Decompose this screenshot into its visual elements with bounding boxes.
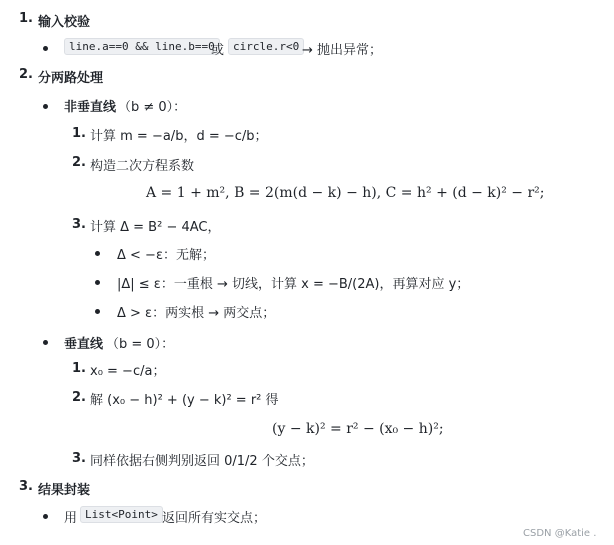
- quadratic-coefficients-text: 构造二次方程系数: [90, 159, 195, 174]
- bullet-dot: [95, 280, 100, 285]
- or-text: 或: [211, 43, 225, 58]
- section-2-number: 2.: [19, 67, 33, 82]
- step-number: 1.: [72, 361, 86, 376]
- discriminant-text: 计算 Δ = B² − 4AC，: [90, 220, 221, 235]
- bullet-dot: [43, 340, 48, 345]
- case-tangent: |Δ| ≤ ε：一重根 → 切线，计算 x = −B/(2A)，再算对应 y；: [117, 277, 470, 292]
- section-2-title: 分两路处理: [38, 71, 104, 86]
- bullet-dot: [43, 104, 48, 109]
- section-3-number: 3.: [19, 479, 33, 494]
- bullet-dot: [95, 251, 100, 256]
- watermark: CSDN @Katie .: [523, 528, 597, 539]
- code-list-point: List<Point>: [80, 506, 163, 523]
- non-vertical-condition: （b ≠ 0）：: [118, 100, 187, 115]
- step-number: 2.: [72, 390, 86, 405]
- step-number: 3.: [72, 217, 86, 232]
- x0-formula-text: x₀ = −c/a；: [90, 364, 166, 379]
- bullet-dot: [95, 309, 100, 314]
- coefficient-equation: A = 1 + m², B = 2(m(d − k) − h), C = h² + (d − k)² − r²;: [146, 185, 545, 201]
- step-number: 1.: [72, 126, 86, 141]
- y-equation: (y − k)² = r² − (x₀ − h)²;: [272, 421, 444, 437]
- step-number: 2.: [72, 155, 86, 170]
- compute-slope-text: 计算 m = −a/b，d = −c/b；: [90, 129, 268, 144]
- use-text: 用: [64, 511, 78, 526]
- case-two-intersections: Δ > ε：两实根 → 两交点；: [117, 306, 276, 321]
- vertical-label: 垂直线: [64, 337, 104, 352]
- throw-exception-text: → 抛出异常；: [302, 43, 383, 58]
- bullet-dot: [43, 46, 48, 51]
- section-3-title: 结果封装: [38, 483, 91, 498]
- bullet-dot: [43, 514, 48, 519]
- solve-circle-text: 解 (x₀ − h)² + (y − k)² = r² 得: [90, 393, 279, 408]
- section-1-title: 输入校验: [38, 15, 91, 30]
- non-vertical-label: 非垂直线: [64, 100, 117, 115]
- case-no-solution: Δ < −ε：无解；: [117, 248, 215, 263]
- vertical-condition: （b = 0）：: [106, 337, 175, 352]
- section-1-number: 1.: [19, 11, 33, 26]
- code-line-check: line.a==0 && line.b==0: [64, 38, 220, 55]
- step-number: 3.: [72, 451, 86, 466]
- code-circle-check: circle.r<0: [228, 38, 304, 55]
- return-count-text: 同样依据右侧判别返回 0/1/2 个交点；: [90, 454, 314, 469]
- return-all-text: 返回所有实交点；: [162, 511, 267, 526]
